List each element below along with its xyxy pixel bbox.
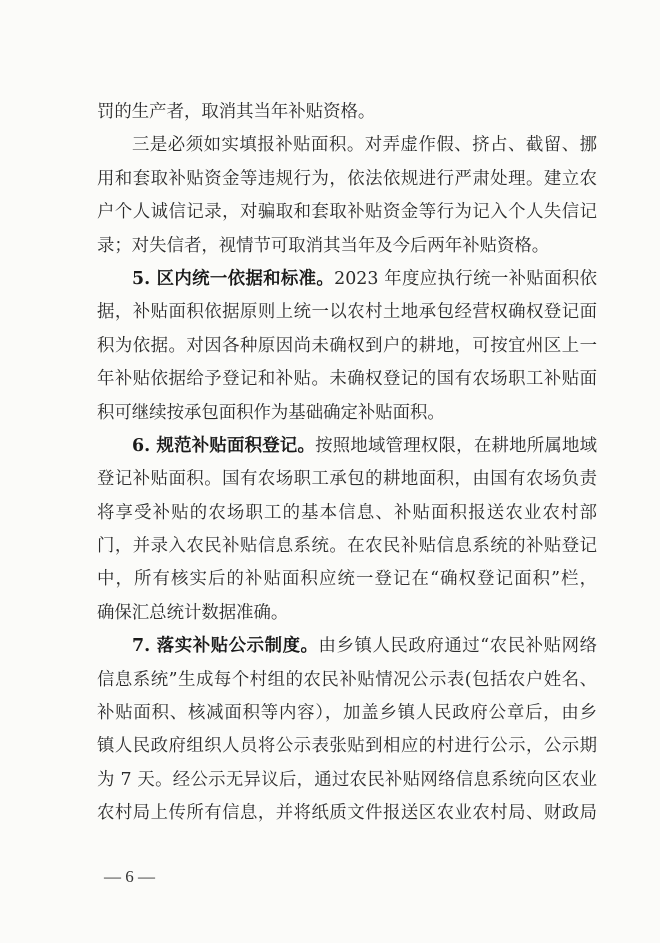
line-text: 积为依据。对因各种原因尚未确权到户的耕地，可按宜州区上一 bbox=[97, 335, 597, 356]
text-line bbox=[97, 563, 597, 596]
line-text: 登记补贴面积。国有农场职工承包的耕地面积，由国有农场负责 bbox=[97, 469, 597, 490]
line-text: 积可继续按承包面积作为基础确定补贴面积。 bbox=[97, 402, 445, 423]
line-text: 按照地域管理权限，在耕地所属地域 bbox=[315, 435, 597, 456]
line-text: 三是必须如实填报补贴面积。对弄虚作假、挤占、截留、挪 bbox=[132, 135, 597, 156]
line-text: 确保汇总统计数据准确。 bbox=[97, 602, 289, 623]
text-line bbox=[97, 797, 597, 830]
line-text: 将享受补贴的农场职工的基本信息、补贴面积报送农业农村部 bbox=[97, 502, 597, 523]
line-text: 据，补贴面积依据原则上统一以农村土地承包经营权确权登记面 bbox=[97, 302, 597, 323]
line-text: 镇人民政府组织人员将公示表张贴到相应的村进行公示，公示期 bbox=[97, 736, 597, 757]
line-text: 中，所有核实后的补贴面积应统一登记在“确权登记面积”栏， bbox=[97, 569, 597, 590]
text-line bbox=[97, 96, 597, 129]
section-5-heading-line bbox=[97, 263, 597, 296]
text-line bbox=[97, 597, 597, 630]
line-text: 农村局上传所有信息，并将纸质文件报送区农业农村局、财政局 bbox=[97, 803, 597, 824]
line-text: 为 7 天。经公示无异议后，通过农民补贴网络信息系统向区农业 bbox=[97, 769, 597, 790]
paragraph-line bbox=[97, 129, 597, 162]
text-line bbox=[97, 196, 597, 229]
page-number: — 6 — bbox=[104, 867, 155, 886]
line-text: 补贴面积、核减面积等内容），加盖乡镇人民政府公章后，由乡 bbox=[97, 703, 597, 724]
text-line bbox=[97, 163, 597, 196]
section-6-heading-line bbox=[97, 430, 597, 463]
line-text: 录；对失信者，视情节可取消其当年及今后两年补贴资格。 bbox=[97, 235, 550, 256]
line-text: 用和套取补贴资金等违规行为，依法依规进行严肃处理。建立农 bbox=[97, 168, 597, 189]
text-line bbox=[97, 230, 597, 263]
text-line bbox=[97, 463, 597, 496]
line-text: 户个人诚信记录，对骗取和套取补贴资金等行为记入个人失信记 bbox=[97, 202, 597, 223]
line-text: 门，并录入农民补贴信息系统。在农民补贴信息系统的补贴登记 bbox=[97, 536, 597, 557]
text-line bbox=[97, 296, 597, 329]
section-heading: 6. 规范补贴面积登记。 bbox=[132, 435, 316, 456]
line-text: 由乡镇人民政府通过“农民补贴网络 bbox=[318, 636, 597, 657]
line-text: 2023 年度应执行统一补贴面积依 bbox=[334, 268, 597, 289]
section-heading: 5. 区内统一依据和标准。 bbox=[132, 268, 335, 289]
text-line bbox=[97, 730, 597, 763]
text-line bbox=[97, 697, 597, 730]
line-text: 年补贴依据给予登记和补贴。未确权登记的国有农场职工补贴面 bbox=[97, 369, 597, 390]
text-line bbox=[97, 530, 597, 563]
text-line bbox=[97, 363, 597, 396]
body-text bbox=[97, 96, 597, 831]
text-line bbox=[97, 497, 597, 530]
section-7-heading-line bbox=[97, 630, 597, 663]
text-line bbox=[97, 764, 597, 797]
section-heading: 7. 落实补贴公示制度。 bbox=[132, 636, 319, 657]
text-line bbox=[97, 664, 597, 697]
line-text: 罚的生产者，取消其当年补贴资格。 bbox=[97, 102, 376, 122]
text-line bbox=[97, 397, 597, 430]
text-line bbox=[97, 330, 597, 363]
line-text: 信息系统”生成每个村组的农民补贴情况公示表(包括农户姓名、 bbox=[97, 669, 597, 690]
